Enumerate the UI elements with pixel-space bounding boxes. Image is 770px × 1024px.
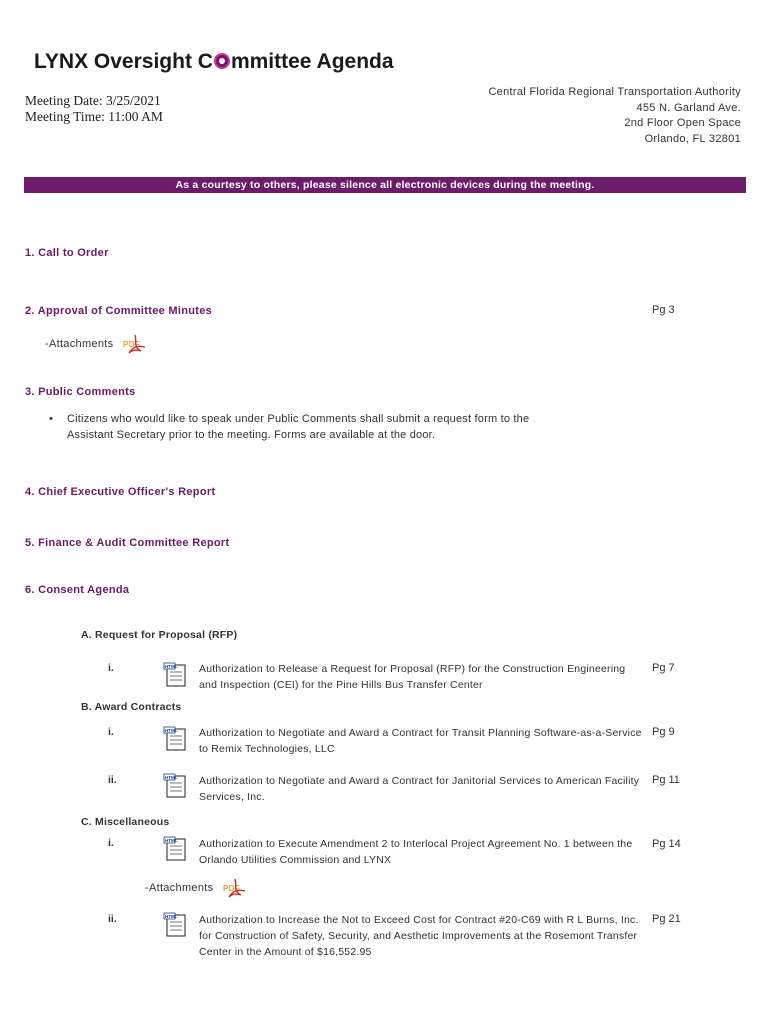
page-ref: Pg 21: [652, 913, 681, 925]
public-comments-note: Citizens who would like to speak under Public Comments shall submit a request form to the Assistant Secretary prior to the meeting. Forms are available at the door.: [67, 413, 530, 441]
section-call-to-order: 1. Call to Order: [25, 247, 109, 259]
subsection-award-contracts: B. Award Contracts: [81, 701, 182, 713]
section-finance-audit: 5. Finance & Audit Committee Report: [25, 537, 230, 549]
pdf-icon[interactable]: [223, 877, 249, 899]
svg-text:HTML: HTML: [165, 914, 178, 919]
agenda-item-text: Authorization to Negotiate and Award a Contract for Janitorial Services to American Facility Services, Inc.: [199, 775, 640, 803]
agenda-item-text: Authorization to Negotiate and Award a Contract for Transit Planning Software-as-a-Service to Remix Technologies, LLC: [199, 727, 642, 755]
svg-text:PDF: PDF: [222, 884, 240, 893]
page-ref: Pg 3: [652, 304, 675, 316]
item-number: i.: [108, 662, 114, 674]
agenda-item-text: Authorization to Release a Request for Proposal (RFP) for the Construction Engineering and Inspection (CEI) for the Pine Hills Bus Transfer Center: [199, 663, 626, 691]
courtesy-banner: As a courtesy to others, please silence all electronic devices during the meeting.: [24, 177, 746, 193]
document-icon[interactable]: [163, 773, 187, 799]
meeting-info: [25, 93, 163, 125]
document-icon[interactable]: [163, 726, 187, 752]
document-icon[interactable]: [163, 662, 187, 688]
item-number: ii.: [108, 913, 117, 925]
item-number: i.: [108, 837, 114, 849]
meeting-time: Meeting Time: 11:00 AM: [25, 109, 163, 124]
subsection-miscellaneous: C. Miscellaneous: [81, 816, 170, 828]
title-part-1: LYNX Oversight C: [34, 50, 213, 73]
section-consent-agenda: 6. Consent Agenda: [25, 584, 130, 596]
address-block: [488, 85, 741, 147]
section-ceo-report: 4. Chief Executive Officer's Report: [25, 486, 216, 498]
page-ref: Pg 11: [652, 774, 680, 786]
pdf-icon[interactable]: [123, 333, 149, 355]
document-icon[interactable]: [163, 836, 187, 862]
svg-text:PDF: PDF: [122, 340, 140, 349]
bullet-icon: •: [49, 413, 53, 425]
attachments-label: -Attachments: [145, 881, 214, 894]
item-number: i.: [108, 726, 114, 738]
address-line: Central Florida Regional Transportation Authority: [488, 86, 741, 98]
svg-text:HTML: HTML: [165, 838, 178, 843]
page-ref: Pg 14: [652, 838, 681, 850]
attachments-label: -Attachments: [45, 337, 114, 350]
agenda-item-text: Authorization to Execute Amendment 2 to Interlocal Project Agreement No. 1 between the Orlando Utilities Commission and LYNX: [199, 838, 633, 866]
svg-text:HTML: HTML: [165, 728, 178, 733]
lynx-logo-icon: [214, 53, 230, 69]
address-line: 455 N. Garland Ave.: [636, 101, 741, 114]
item-number: ii.: [108, 774, 117, 786]
attachments-link[interactable]: [45, 333, 149, 355]
attachments-link[interactable]: [145, 877, 249, 899]
page-ref: Pg 7: [652, 662, 675, 674]
svg-text:HTML: HTML: [165, 664, 178, 669]
address-line: 2nd Floor Open Space: [624, 117, 741, 129]
document-icon[interactable]: [163, 912, 187, 938]
agenda-item-text: Authorization to Increase the Not to Exceed Cost for Contract #20-C69 with R L Burns, Inc. for Construction of Safety, Security, and Aesthetic Improvements at the Rosemont Transfer Center in the Amount of $16,552.95: [199, 914, 639, 958]
subsection-rfp: A. Request for Proposal (RFP): [81, 629, 238, 641]
meeting-date: Meeting Date: 3/25/2021: [25, 93, 161, 108]
section-approval-minutes: 2. Approval of Committee Minutes: [25, 305, 213, 317]
title-part-2: mmittee Agenda: [230, 50, 394, 73]
page-ref: Pg 9: [652, 726, 675, 738]
svg-text:HTML: HTML: [165, 775, 178, 780]
address-line: Orlando, FL 32801: [644, 132, 741, 145]
page-title: [34, 50, 394, 74]
section-public-comments: 3. Public Comments: [25, 386, 136, 398]
